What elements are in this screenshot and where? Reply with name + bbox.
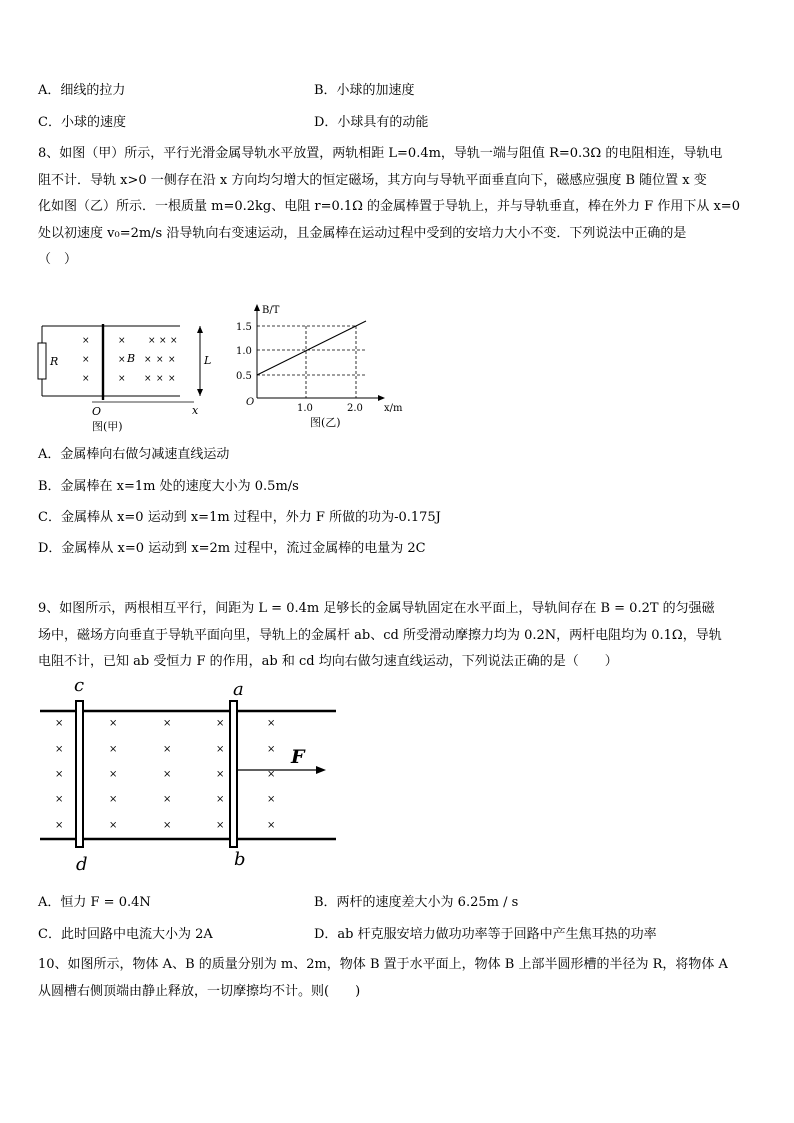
y-tick: 1.5 (236, 322, 252, 333)
q8-option-a: A．金属棒向右做匀减速直线运动 (38, 447, 230, 462)
x-axis-label: x/m (384, 403, 403, 414)
q9-stem-line-1: 9、如图所示，两根相互平行，间距为 L = 0.4m 足够长的金属导轨固定在水平面上，导轨间存在 B = 0.2T 的匀强磁 (38, 601, 715, 616)
svg-text:×: × (55, 820, 64, 831)
svg-text:×: × (118, 336, 126, 346)
svg-text:×: × (163, 718, 172, 729)
x-tick: 1.0 (297, 403, 313, 414)
y-tick: 0.5 (236, 371, 252, 382)
svg-text:×: × (109, 794, 118, 805)
q9-option-d: D．ab 杆克服安培力做功功率等于回路中产生焦耳热的功率 (314, 927, 657, 942)
resistor (38, 343, 46, 379)
svg-text:×: × (163, 744, 172, 755)
svg-text:×: × (55, 744, 64, 755)
q10-stem-line-2: 从圆槽右侧顶端由静止释放，一切摩擦均不计。则( ) (38, 983, 361, 999)
svg-text:×: × (109, 820, 118, 831)
svg-text:×: × (267, 769, 276, 780)
q7-option-c: C．小球的速度 (38, 115, 126, 130)
q10-stem (38, 952, 756, 1005)
svg-text:×: × (159, 336, 167, 346)
svg-text:×: × (144, 355, 152, 365)
q8-stem-line-4: 处以初速度 v₀=2m/s 沿导轨向右变速运动，且金属棒在运动过程中受到的安培力大小不变．下列说法中正确的是 (38, 225, 687, 241)
svg-text:×: × (156, 355, 164, 365)
x-tick: 2.0 (347, 403, 363, 414)
svg-text:×: × (82, 374, 90, 384)
q10-stem-line-1: 10、如图所示，物体 A、B 的质量分别为 m、2m，物体 B 置于水平面上，物体 B 上部半圆形槽的半径为 R，将物体 A (38, 957, 728, 972)
q9-stem (38, 596, 756, 676)
svg-text:×: × (109, 718, 118, 729)
q9-stem-line-3: 电阻不计，已知 ab 受恒力 F 的作用，ab 和 cd 均向右做匀速直线运动，下列说法正确的是（ ） (38, 654, 618, 669)
svg-text:×: × (144, 374, 152, 384)
q9-option-c: C．此时回路中电流大小为 2A (38, 927, 213, 942)
q7-option-d: D．小球具有的动能 (314, 115, 429, 130)
y-tick: 1.0 (236, 346, 252, 357)
figure-yi-caption: 图(乙) (310, 416, 341, 429)
q9-option-a: A．恒力 F = 0.4N (38, 895, 151, 910)
field-label: B (127, 352, 136, 365)
q7-option-a: A．细线的拉力 (38, 83, 126, 98)
q9-figure (36, 673, 346, 871)
q8-option-d: D．金属棒从 x=0 运动到 x=2m 过程中，流过金属棒的电量为 2C (38, 541, 426, 556)
svg-text:×: × (216, 794, 225, 805)
svg-text:×: × (55, 769, 64, 780)
q9-stem-line-2: 场中，磁场方向垂直于导轨平面向里，导轨上的金属杆 ab、cd 所受滑动摩擦力均为 0.2N，两杆电阻均为 0.1Ω，导轨 (38, 627, 722, 643)
svg-text:×: × (170, 336, 178, 346)
svg-text:×: × (163, 794, 172, 805)
svg-text:×: × (118, 355, 126, 365)
q9-option-b: B．两杆的速度差大小为 6.25m / s (314, 895, 519, 910)
svg-text:×: × (82, 355, 90, 365)
svg-text:×: × (267, 744, 276, 755)
svg-text:×: × (163, 769, 172, 780)
q8-figure-jia (34, 318, 214, 436)
label-b: b (234, 849, 246, 870)
x-axis-label: x (192, 404, 199, 417)
b-x-graph-line (257, 321, 366, 375)
q8-stem-line-5: （ ） (38, 252, 78, 267)
svg-text:×: × (216, 820, 225, 831)
svg-text:×: × (55, 794, 64, 805)
q8-stem-line-2: 阻不计．导轨 x>0 一侧存在沿 x 方向均匀增大的恒定磁场，其方向与导轨平面垂直向下，磁感应强度 B 随位置 x 变 (38, 172, 707, 188)
svg-text:×: × (148, 336, 156, 346)
origin-label: O (246, 397, 255, 408)
q8-stem-line-1: 8、如图（甲）所示，平行光滑金属导轨水平放置，两轨相距 L=0.4m，导轨一端与阻值 R=0.3Ω 的电阻相连，导轨电 (38, 146, 723, 161)
q8-option-b: B．金属棒在 x=1m 处的速度大小为 0.5m/s (38, 479, 299, 494)
label-a: a (233, 679, 244, 700)
svg-text:×: × (168, 374, 176, 384)
width-label: L (204, 354, 212, 367)
q8-option-c: C．金属棒从 x=0 运动到 x=1m 过程中，外力 F 所做的功为-0.175J (38, 510, 441, 525)
figure-jia-caption: 图(甲) (92, 420, 123, 433)
svg-text:×: × (216, 744, 225, 755)
svg-text:×: × (267, 718, 276, 729)
svg-text:×: × (267, 794, 276, 805)
origin-label: O (92, 405, 102, 418)
label-d: d (76, 854, 88, 871)
svg-text:×: × (82, 336, 90, 346)
svg-text:×: × (163, 820, 172, 831)
svg-text:×: × (216, 769, 225, 780)
svg-text:×: × (216, 718, 225, 729)
label-c: c (74, 675, 85, 696)
svg-text:×: × (109, 744, 118, 755)
q8-stem (38, 141, 756, 274)
svg-text:×: × (109, 769, 118, 780)
svg-text:×: × (168, 355, 176, 365)
rod-cd (76, 701, 83, 847)
resistor-label: R (50, 355, 59, 368)
q8-figure-yi (232, 300, 412, 435)
q8-stem-line-3: 化如图（乙）所示．一根质量 m=0.2kg、电阻 r=0.1Ω 的金属棒置于导轨上，并与导轨垂直，棒在外力 F 作用下从 x=0 (38, 199, 740, 214)
svg-text:×: × (267, 820, 276, 831)
svg-text:×: × (118, 374, 126, 384)
rod-ab (230, 701, 237, 847)
b-axis-label: B/T (262, 305, 280, 316)
q7-option-b: B．小球的加速度 (314, 83, 415, 98)
force-label: F (291, 746, 305, 768)
svg-text:×: × (55, 718, 64, 729)
svg-text:×: × (156, 374, 164, 384)
